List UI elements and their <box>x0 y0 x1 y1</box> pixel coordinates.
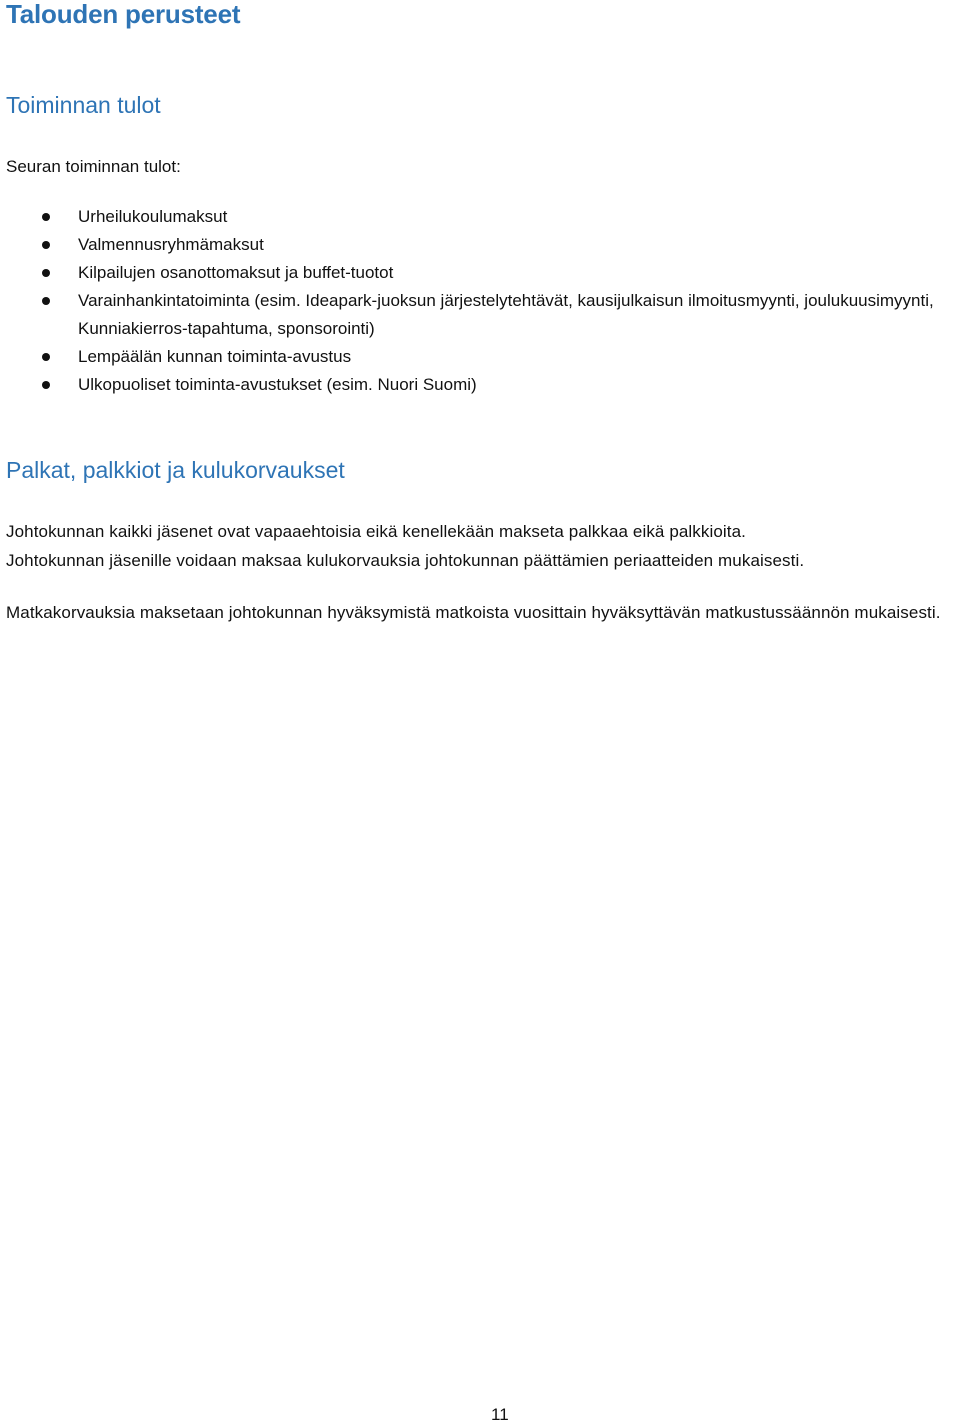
salaries-paragraph-line-2: Johtokunnan jäsenille voidaan maksaa kulukorvauksia johtokunnan päättämien periaatteiden mukaisesti. <box>6 551 805 570</box>
list-item <box>0 231 960 259</box>
list-item <box>0 287 960 343</box>
salaries-paragraph <box>6 517 960 575</box>
salaries-paragraph-line-1: Johtokunnan kaikki jäsenet ovat vapaaehtoisia eikä kenellekään makseta palkkaa eikä palkkioita. <box>6 522 747 541</box>
list-item-text: Lempäälän kunnan toiminta-avustus <box>78 347 352 366</box>
travel-compensation-paragraph: Matkakorvauksia maksetaan johtokunnan hyväksymistä matkoista vuosittain hyväksyttävän matkustussäännön mukaisesti. <box>6 603 941 622</box>
list-item <box>0 203 960 231</box>
list-item-text: Kilpailujen osanottomaksut ja buffet-tuotot <box>78 263 394 282</box>
page-number: 11 <box>491 1405 509 1424</box>
bullet-icon <box>42 297 50 305</box>
list-item <box>0 343 960 371</box>
list-item-text: Ulkopuoliset toiminta-avustukset (esim. Nuori Suomi) <box>78 375 477 394</box>
bullet-icon <box>42 381 50 389</box>
list-item <box>0 259 960 287</box>
section-heading-salaries: Palkat, palkkiot ja kulukorvaukset <box>6 457 345 483</box>
bullet-icon <box>42 269 50 277</box>
bullet-icon <box>42 213 50 221</box>
income-intro: Seuran toiminnan tulot: <box>6 157 181 176</box>
page-title: Talouden perusteet <box>6 0 241 29</box>
bullet-icon <box>42 353 50 361</box>
list-item-text: Varainhankintatoiminta (esim. Ideapark-juoksun järjestelytehtävät, kausijulkaisun ilmoitusmyynti, joulukuusimyynti, Kunniakierros-tapahtuma, sponsorointi) <box>78 291 934 338</box>
bullet-icon <box>42 241 50 249</box>
list-item <box>0 371 960 399</box>
list-item-text: Valmennusryhmämaksut <box>78 235 264 254</box>
list-item-text: Urheilukoulumaksut <box>78 207 228 226</box>
income-list <box>0 203 960 399</box>
section-heading-income: Toiminnan tulot <box>6 92 161 118</box>
